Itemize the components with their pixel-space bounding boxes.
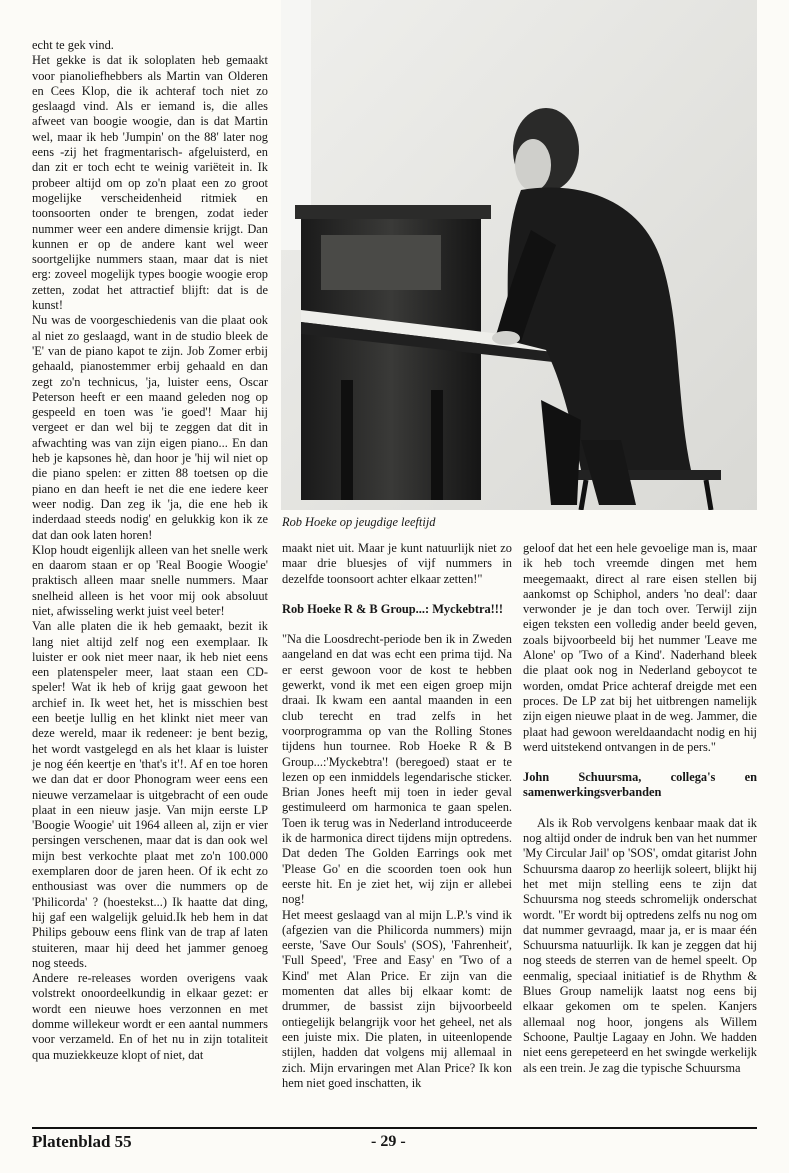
- paragraph: Klop houdt eigenlijk alleen van het snelle werk en daarom staan er op 'Real Boogie Woogie' praktisch alleen maar snelle nummers. Maar snelheid alleen is het voor mij ook absoluut niet, afwisseling werkt juist veel beter!: [32, 542, 268, 618]
- article-column-3: [523, 541, 757, 1076]
- paragraph: Het meest geslaagd van al mijn L.P.'s vind ik (afgezien van die Philicorda nummers) mijn eerste, 'Save Our Souls' (SOS), 'Fahrenheit', 'Full Speed', 'Free and Easy' en 'Two of a Kind' met Alan Price. Er zijn van die momenten dat alles bij elkaar komt: de drummer, de bassist zijn bijvoorbeeld ontiegelijk belangrijk voor het geheel, net als een juiste mix. Die platen, in uiteenlopende stijlen, hadden dat volgens mij allemaal in zich. Mijn ervaringen met Alan Price? Ik kon hem niet goed inschatten, ik: [282, 907, 512, 1090]
- article-column-2: [282, 541, 512, 1091]
- paragraph: geloof dat het een hele gevoelige man is, maar ik heb toch vreemde dingen met hem meegemaakt, direct al rare eisen stellen bij aankomst op Schiphol, anders 'no deal': daar verwonder je je dan toch over. Terwijl zijn eigen teksten een volledig ander beeld geven, zoals bijvoorbeeld bij het nummer 'Leave me Alone' op 'Two of a Kind'. Naderhand bleek die plaat ook nog in Nederland geboycot te worden, omdat Price achteraf dreigde met een proces. De LP zat bij het uitbrengen namelijk zijn eigen nieuwe plaat in de weg. Jammer, die plaat had gewoon wereldaandacht nodig en hij werd uitstekend ontvangen in de pers.": [523, 541, 757, 754]
- paragraph: maakt niet uit. Maar je kunt natuurlijk niet zo maar drie bluesjes of vijf nummers in dezelfde toonsoort achter elkaar zetten!": [282, 541, 512, 586]
- photo-caption: Rob Hoeke op jeugdige leeftijd: [282, 515, 436, 529]
- paragraph: Nu was de voorgeschiedenis van die plaat ook al niet zo geslaagd, want in de studio bleek de 'E' van de piano kapot te zijn. Job Zomer erbij gehaald, pianostemmer erbij gehaald en dan zegt zo'n technicus, 'ja, luister eens, Oscar Peterson heeft er een maand geleden nog op gespeeld en toen was 'ie goed'! Maar hij vergeet er dan wel bij te zeggen dat dit in afwachting was van zijn eigen piano... En dan heb je kapsones hè, dan hoor je 'hij wil niet op die piano spelen: er zitten 88 toetsen op die piano en dan heeft ie net die ene iedere keer weer nodig. Dan zeg ik 'ja, die ene heb ik inderdaad steeds nodig' en gelukkig kon ik ze dat dan ook laten horen!: [32, 313, 268, 542]
- footer-rule: [32, 1127, 757, 1129]
- magazine-name: Platenblad 55: [32, 1132, 132, 1151]
- paragraph: echt te gek vind.: [32, 38, 114, 52]
- section-heading: Rob Hoeke R & B Group...: Myckebtra!!!: [282, 601, 504, 616]
- paragraph: Andere re-releases worden overigens vaak volstrekt onoordeelkundig in elkaar gezet: er wordt een nieuwe hoes verzonnen en met domme willekeur wordt er een aantal nummers voor verzameld. En of het nu in zijn totaliteit qua muziekkeuze klopt of niet, dat: [32, 971, 268, 1062]
- paragraph: Het gekke is dat ik soloplaten heb gemaakt voor pianoliefhebbers als Martin van Olderen en Cees Klop, die ik achteraf toch niet zo geslaagd vind. Als er iemand is, die alles afweet van boogie woogie, dan is dat Martin wel, maar ik heb 'Jumpin' on the 88' later nog eens -zij het fragmentarisch- afgeluisterd, en dan zit er toch echt te weinig variëteit in. Ik probeer altijd om op zo'n plaat een zo groot mogelijke verscheidenheid ritmiek en toonsoorten onder te brengen, zodat ieder nummer weer een andere dimensie krijgt. Dan kunnen er op de andere kant wel weer soortgelijke nummers staan, maar dat is niet erg: zoveel mogelijk types boogie woogie erop zetten, zodat het attractief blijft: dat is de kunst!: [32, 53, 268, 313]
- paragraph: Als ik Rob vervolgens kenbaar maak dat ik nog altijd onder de indruk ben van het nummer 'My Circular Jail' op 'SOS', omdat gitarist John Schuursma daarop zo heerlijk soleert, blijkt hij het met mijn stelling eens te zijn dat Schuursma nog steeds schromelijk onderschat wordt. "Er wordt bij optredens zelfs nu nog om dat nummer gevraagd, maar ja, er is maar één Schuursma natuurlijk. Ik kan je zeggen dat hij nog steeds de sterren van de hemel speelt. Op eenmalig, speciaal initiatief is de Rhythm & Blues Group namelijk laatst nog eens bij elkaar gekomen om te spelen. Kanjers allemaal nog hoor, jongens als Willem Schoone, Paultje Lagaay en John. We hadden niet eens gerepeteerd en het swingde werkelijk als een trein. Je zag die typische Schuursma: [523, 815, 757, 1075]
- section-heading: John Schuursma, collega's en samenwerkingsverbanden: [523, 770, 757, 800]
- paragraph: "Na die Loosdrecht-periode ben ik in Zweden aangeland en dat was echt een prima tijd. Na er eerst gewoon voor de kost te hebben gewerkt, vond ik met een eigen groep mijn draai. Ik kwam een aantal maanden in een club terecht en trad zelfs in het voorprogramma op van the Rolling Stones tijdens hun tournee. Rob Hoeke R & B Group...:'Myckebtra'! (beregoed) staat er te lezen op een inmiddels legendarische sticker. Brian Jones heeft mij toen in ieder geval gestimuleerd om harmonica te gaan spelen. Toen ik terug was in Nederland introduceerde ik de harmonica direct tijdens mijn optredens. Dat deden The Golden Earrings ook met 'Please Go' en die scoorden toen ook hun eerste hit. En je ziet het, wij zijn er allebei nog!: [282, 632, 512, 907]
- paragraph: Van alle platen die ik heb gemaakt, bezit ik lang niet altijd zelf nog een exemplaar. Ik luister er ook niet meer naar, ik heb niet eens een platenspeler meer, laat staan een CD-speler! Wat ik heb of krijg gaat gewoon het archief in. Ik weet het, het is misschien best een beetje lullig en het klinkt niet meer van deze wereld, maar ik redeneer: je bent bezig, het wordt vastgelegd en als het klaar is luister je nog één keertje en 'that's it'!. Af en toe horen we dan dat er door Phonogram weer eens een nieuwe verzamelaar is uitgebracht of een oude plaat in een nieuw jasje. Van mijn eerste LP 'Boogie Woogie' uit 1964 alleen al, zijn er vier persingen verschenen, maar dat is dan ook wel mijn best verkochte plaat met zo'n 100.000 exemplaren door de jaren heen. Of ik echt zo enthousiast was over die nummers op de 'Philicorda' ? (hoestekst...) Ik haatte dat ding, hij gaf een walgelijk geluid.Ik heb hem in dat Philips gebouw eens flink van de trap af laten stuiteren, maar hij deed het jammer genoeg nog steeds.: [32, 619, 268, 970]
- page-number: - 29 -: [371, 1133, 406, 1150]
- photo-rob-hoeke-at-piano: [281, 0, 757, 510]
- article-column-1: [32, 38, 268, 1063]
